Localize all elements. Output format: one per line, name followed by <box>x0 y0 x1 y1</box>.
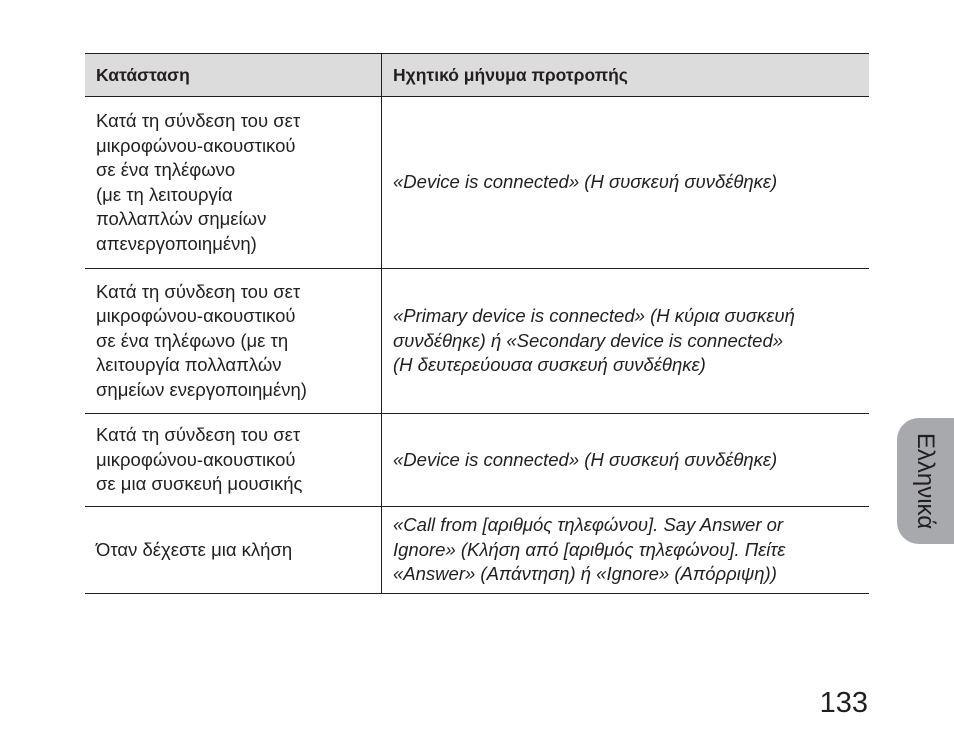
table-row <box>85 507 869 594</box>
state-cell: Κατά τη σύνδεση του σετ μικροφώνου-ακουστικού σε ένα τηλέφωνο (με τη λειτουργία πολλαπλών σημείων απενεργοποιημένη) <box>85 97 382 269</box>
header-message: Ηχητικό μήνυμα προτροπής <box>382 54 870 97</box>
message-cell: «Primary device is connected» (Η κύρια συσκευή συνδέθηκε) ή «Secondary device is connected» (Η δευτερεύουσα συσκευή συνδέθηκε) <box>382 269 870 414</box>
state-cell: Κατά τη σύνδεση του σετ μικροφώνου-ακουστικού σε μια συσκευή μουσικής <box>85 414 382 507</box>
table-header <box>85 54 869 97</box>
prompt-table <box>85 53 869 594</box>
table-row <box>85 269 869 414</box>
table-row <box>85 414 869 507</box>
language-tab-label: Ελληνικά <box>912 432 939 530</box>
message-cell: «Device is connected» (Η συσκευή συνδέθηκε) <box>382 414 870 507</box>
page-number: 133 <box>819 687 868 719</box>
table-body <box>85 97 869 594</box>
header-row <box>85 54 869 97</box>
state-cell: Κατά τη σύνδεση του σετ μικροφώνου-ακουστικού σε ένα τηλέφωνο (με τη λειτουργία πολλαπλών σημείων ενεργοποιημένη) <box>85 269 382 414</box>
header-state: Κατάσταση <box>85 54 382 97</box>
message-cell: «Call from [αριθμός τηλεφώνου]. Say Answer or Ignore» (Κλήση από [αριθμός τηλεφώνου]. Πείτε «Answer» (Απάντηση) ή «Ignore» (Απόρριψη)) <box>382 507 870 594</box>
state-cell: Όταν δέχεστε μια κλήση <box>85 507 382 594</box>
table-row <box>85 97 869 269</box>
message-cell: «Device is connected» (Η συσκευή συνδέθηκε) <box>382 97 870 269</box>
